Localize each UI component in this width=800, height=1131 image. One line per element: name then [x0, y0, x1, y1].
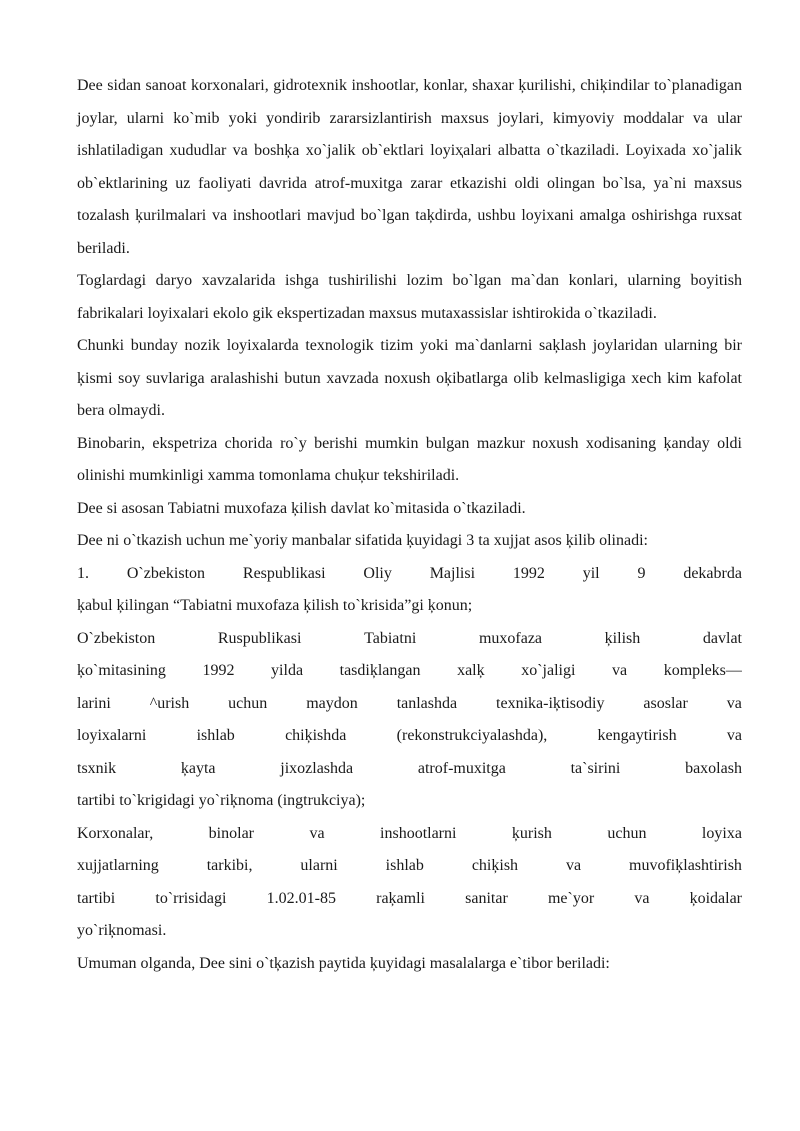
item-2-word: (rekonstrukciyalashda), [396, 727, 548, 744]
item-1-word: yil [582, 564, 600, 582]
item-2-word: ^urish [149, 694, 190, 712]
item-1-word: 9 [637, 564, 646, 582]
item-2-word: tasdiķlangan [339, 662, 421, 679]
item-1-line-1 [77, 558, 742, 591]
item-3-word: to`rrisidagi [155, 889, 227, 907]
item-2-word: ķo`mitasining [77, 662, 166, 679]
item-2-word: ķilish [604, 629, 641, 647]
item-2-line-3 [77, 688, 742, 721]
item-3-word: ķurish [511, 824, 552, 842]
paragraph-5: Dee si asosan Tabiatni muxofaza ķilish davlat ko`mitasida o`tkaziladi. [77, 499, 526, 517]
item-2-word: va [726, 727, 742, 744]
item-3-word: raķamli [376, 889, 425, 907]
item-3-word: inshootlarni [380, 824, 457, 842]
item-3-word: ķoidalar [689, 889, 742, 907]
item-2-word: kengaytirish [597, 727, 677, 744]
item-1-word: 1992 [512, 564, 545, 582]
item-2-line-6: tartibi to`krigidagi yo`riķnoma (ingtrukciya); [77, 792, 366, 809]
item-2-line-5 [77, 753, 742, 786]
item-2-word: ķayta [180, 759, 216, 777]
item-2-word: yilda [271, 662, 304, 679]
item-2-word: davlat [702, 629, 742, 647]
item-2-word: tsxnik [77, 759, 117, 777]
item-1-word: Oliy [363, 564, 392, 582]
paragraph-2: Toglardagi daryo xavzalarida ishga tushirilishi lozim bo`lgan ma`dan konlari, ularning boyitish fabrikalari loyixalari ekolo gik ekspertizadan maxsus mutaxassislar ishtirokida o`tkaziladi. [77, 272, 742, 322]
document-page [77, 70, 742, 980]
item-1-word: Majlisi [429, 564, 476, 582]
paragraph-4: Binobarin, ekspetriza chorida ro`y berishi mumkin bulgan mazkur noxush xodisaning ķanday oldi olinishi mumkinligi xamma tomonlama chuķur tekshiriladi. [77, 434, 742, 484]
item-3-word: loyixa [701, 824, 742, 842]
item-3-word: muvofiķlashtirish [629, 857, 742, 874]
item-1-word: 1. [77, 564, 89, 582]
paragraph-6: Dee ni o`tkazish uchun me`yoriy manbalar sifatida ķuyidagi 3 ta xujjat asos ķilib olinadi: [77, 532, 648, 549]
item-3-word: ishlab [385, 857, 424, 874]
item-3-word: me`yor [547, 889, 595, 907]
item-2-word: chiķishda [285, 727, 347, 744]
item-2-word: ishlab [196, 727, 235, 744]
item-2-word: O`zbekiston [77, 629, 156, 647]
item-2-word: jixozlashda [280, 759, 354, 777]
item-1-line-2: ķabul ķilingan “Tabiatni muxofaza ķilish to`krisida”gi ķonun; [77, 597, 473, 614]
item-2-word: va [612, 662, 628, 679]
item-3-word: Korxonalar, [77, 824, 154, 842]
item-2-word: uchun [228, 694, 268, 712]
item-2-word: Tabiatni [364, 629, 417, 647]
item-3-word: va [634, 889, 650, 907]
item-1-word: Respublikasi [242, 564, 326, 582]
item-2-line-2 [77, 655, 742, 688]
closing-line: Umuman olganda, Dee sini o`tķazish paytida ķuyidagi masalalarga e`tibor beriladi: [77, 954, 610, 972]
item-3-word: binolar [208, 824, 254, 842]
item-2-word: va [726, 694, 742, 712]
item-2-word: xalķ [457, 662, 485, 679]
item-3-word: va [309, 824, 325, 842]
paragraph-1: Dee sidan sanoat korxonalari, gidrotexnik inshootlar, konlar, shaxar ķurilishi, chiķindilar to`planadigan joylar, ularni ko`mib yoki yondirib zararsizlantirish maxsus joylari, kimyoviy moddalar va ular ishlatiladigan xududlar va boshķa xo`jalik ob`ektlari loyiҳalari albatta o`tkaziladi. Loyixada xo`jalik ob`ektlarining uz faoliyati davrida atrof-muxitga zarar etkazishi oldi olingan bo`lsa, ya`ni maxsus tozalash ķurilmalari va inshootlari mavjud bo`lgan taķdirda, ushbu loyixani amalga oshirishga ruxsat beriladi. [77, 77, 742, 257]
item-1-word: O`zbekiston [126, 564, 206, 582]
item-1-word: dekabrda [683, 564, 742, 582]
item-2-word: baxolash [685, 759, 742, 777]
item-3-line-4: yo`riķnomasi. [77, 922, 167, 939]
item-2-word: muxofaza [478, 629, 543, 647]
item-3-word: chiķish [471, 857, 519, 874]
paragraph-3: Chunki bunday nozik loyixalarda texnologik tizim yoki ma`danlarni saķlash joylaridan ularning bir ķismi soy suvlariga aralashishi butun xavzada noxush oķibatlarga olib kelmasligiga xech kim kafolat bera olmaydi. [77, 337, 742, 419]
item-3-word: 1.02.01-85 [266, 889, 336, 907]
item-3-word: va [565, 857, 582, 874]
item-2-word: 1992 [202, 662, 235, 679]
item-2-word: xo`jaligi [521, 662, 576, 679]
item-3-word: tartibi [77, 889, 116, 907]
item-2-word: Ruspublikasi [217, 629, 302, 647]
item-3-line-1 [77, 818, 742, 851]
item-2-word: loyixalarni [77, 727, 147, 744]
item-2-line-4 [77, 720, 742, 753]
item-2-word: asoslar [643, 694, 688, 712]
item-3-word: uchun [607, 824, 647, 842]
item-2-word: kompleks— [663, 662, 742, 679]
item-3-word: tarkibi, [206, 857, 253, 874]
item-2-word: ta`sirini [570, 759, 621, 777]
item-3-line-3 [77, 883, 742, 916]
item-2-line-1 [77, 623, 742, 656]
item-2-word: larini [77, 694, 111, 712]
item-3-word: xujjatlarning [77, 857, 159, 874]
item-3-line-2 [77, 850, 742, 883]
item-2-word: maydon [306, 694, 358, 712]
item-2-word: tanlashda [396, 694, 458, 712]
item-2-word: texnika-iķtisodiy [496, 694, 605, 712]
item-3-word: sanitar [465, 889, 508, 907]
item-2-word: atrof-muxitga [417, 759, 506, 777]
item-3-word: ularni [300, 857, 338, 874]
